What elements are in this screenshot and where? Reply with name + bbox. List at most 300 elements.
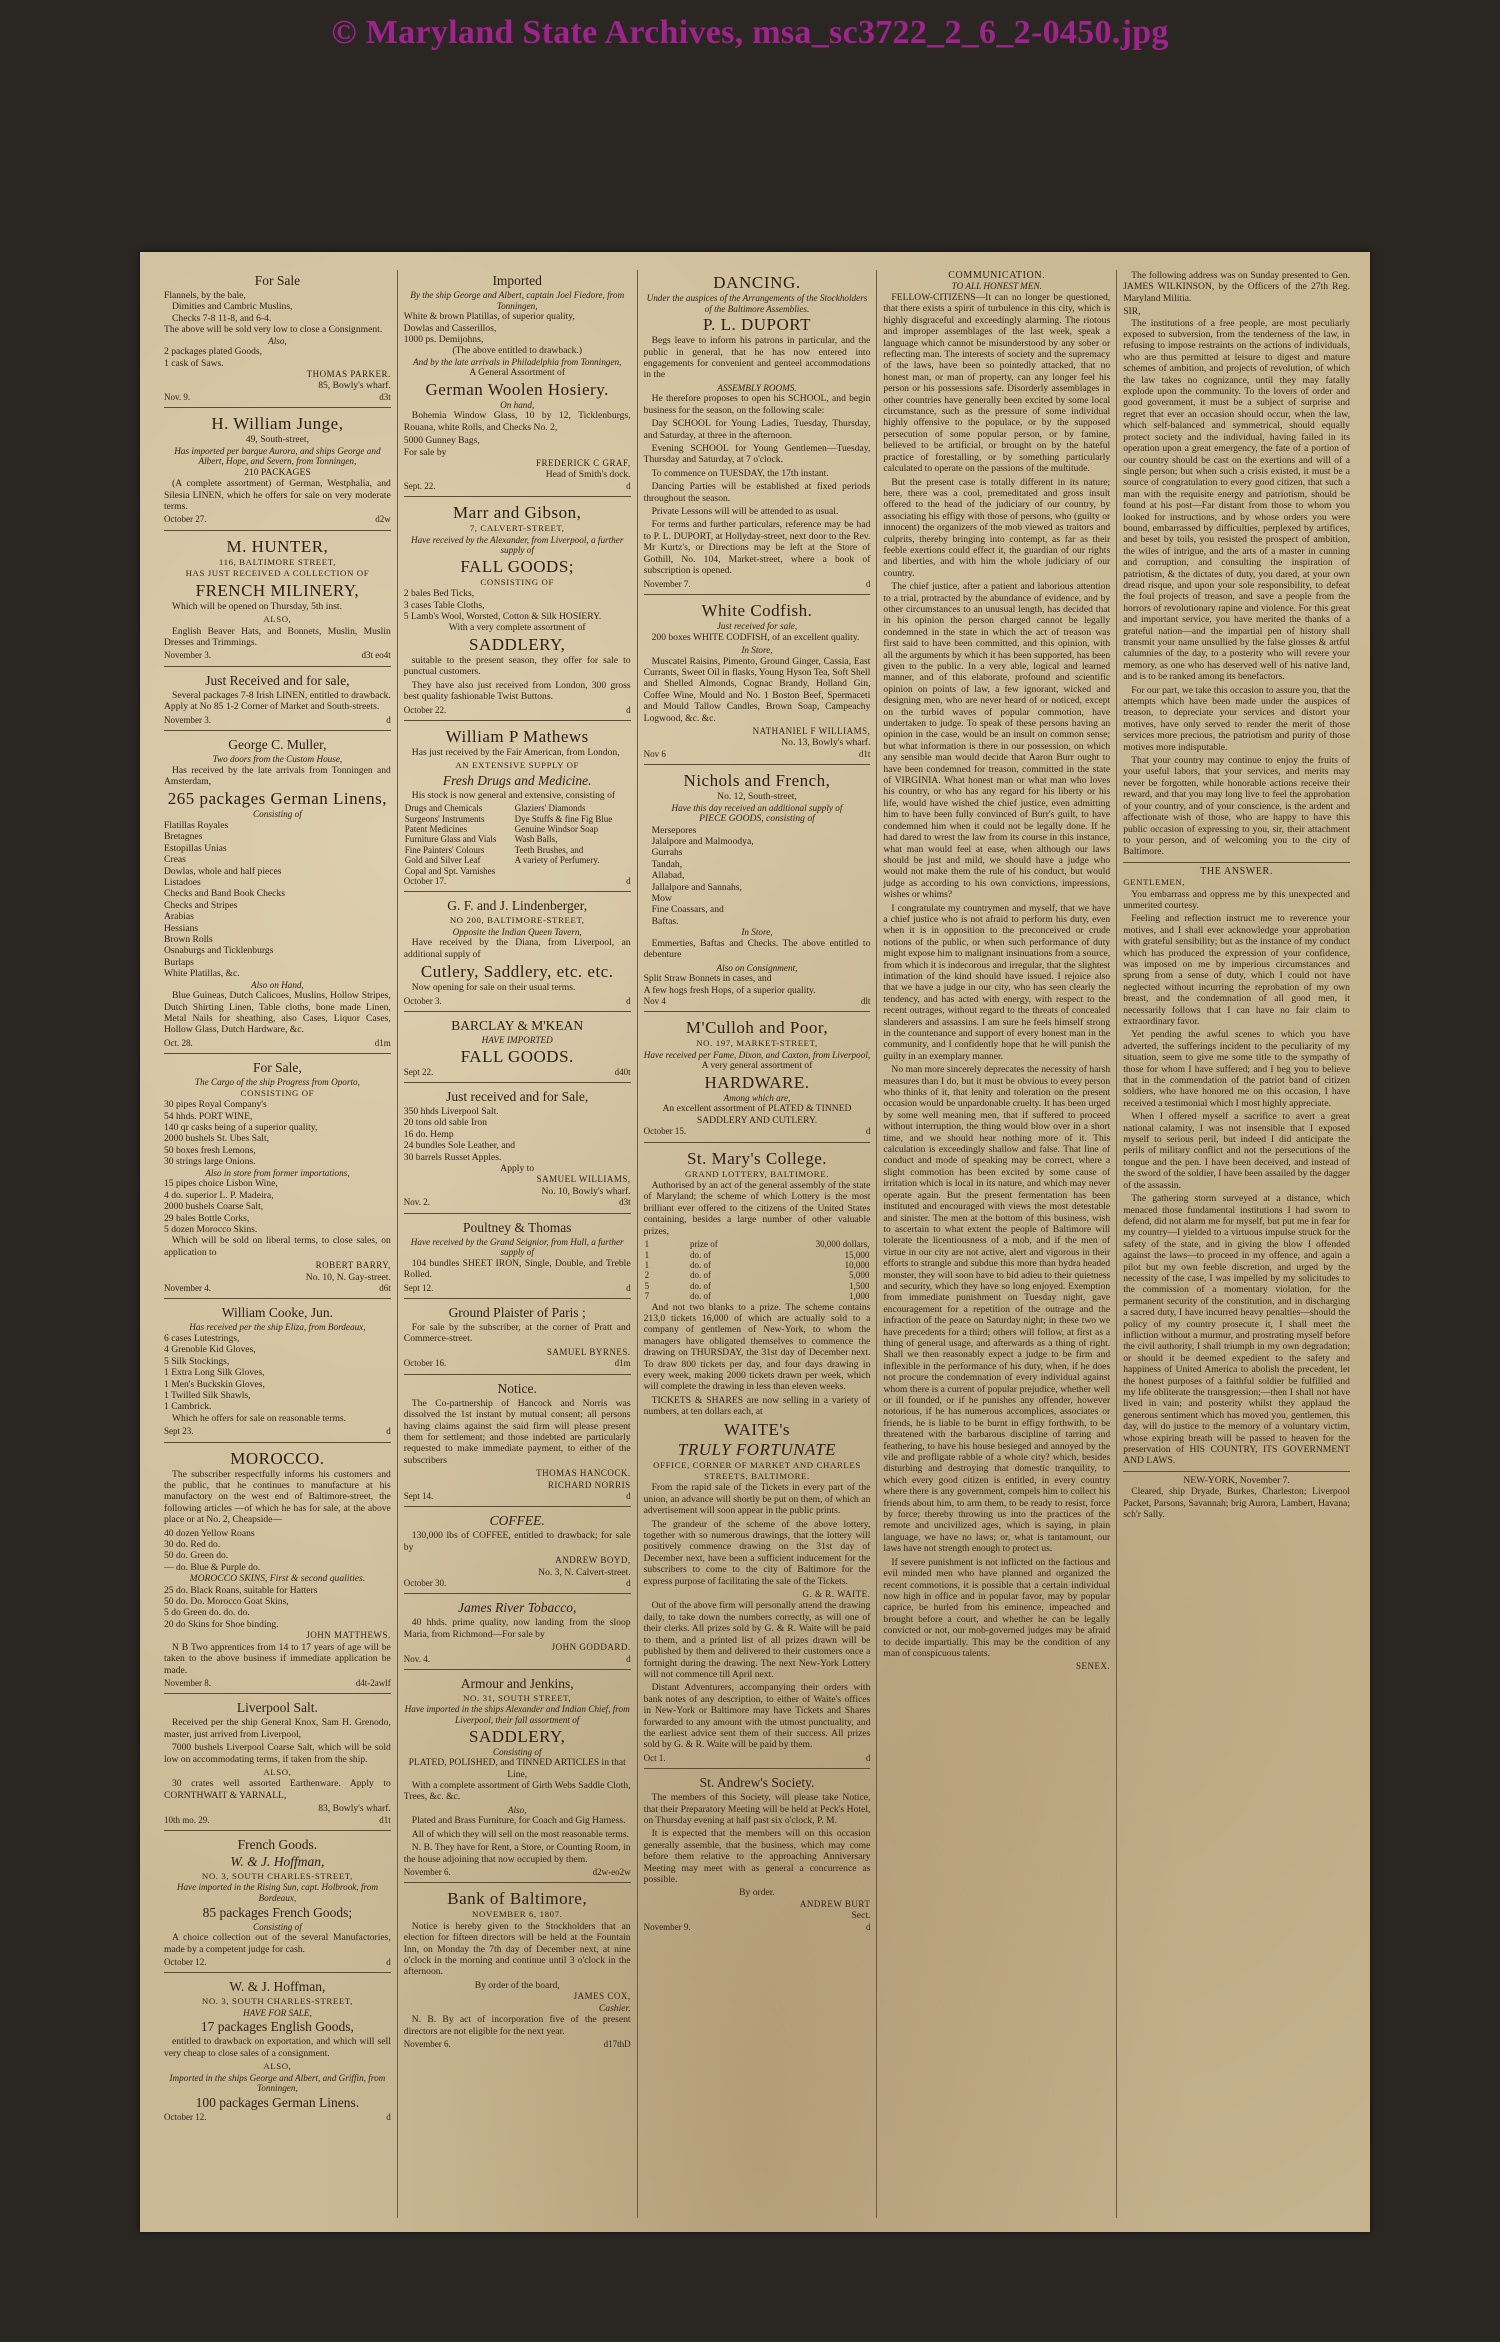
ad-body: For terms and further particulars, reference may be had to P. L. DUPORT, at Hollyday-street, next door to the Rev. Mr Kurtz's, or Directions may be left at the Store of Gothill, No. 104, Market-street, where a book of subscription is opened. xyxy=(643,519,871,577)
article-paragraph: Yet pending the awful scenes to which you have adverted, the sufferings incident to the peculiarity of my situation, seem to give me some title to the sympathy of those for whom I have suffered; and I beg you to believe that in the commendation of the patriot band of citizen soldiers, who have honored me on this occasion, I have received a testimonial which I most highly appreciate. xyxy=(1123,1029,1350,1109)
column-2 xyxy=(398,270,638,2218)
ad-subtitle: Two doors from the Custom House, xyxy=(212,753,343,764)
drug-item: Copal and Spt. Varnishes xyxy=(404,865,496,876)
ad-item: 2 packages plated Goods, xyxy=(164,346,263,358)
ad-title: French Goods. xyxy=(237,1836,318,1852)
ad-item: Burlaps xyxy=(164,956,194,968)
ad-subtitle: Have imported in the Rising Sun, capt. Holbrook, from Bordeaux, xyxy=(176,1882,378,1903)
ad-body: English Beaver Hats, and Bonnets, Muslin, Muslin Dresses and Trimmings. xyxy=(164,625,391,648)
ad-body: Bohemia Window Glass, 10 by 12, Ticklenburgs, Rouana, white Rolls, and Checks No. 2, xyxy=(403,410,631,433)
prize-row xyxy=(644,1281,871,1291)
drug-item: Genuine Windsor Soap xyxy=(514,823,599,834)
ad-title: Imported xyxy=(492,273,542,288)
ad-footer xyxy=(164,715,391,726)
ad-body: Which will be opened on Thursday, 5th inst. xyxy=(172,600,342,612)
ad-body: 7000 bushels Liverpool Coarse Salt, which will be sold low on accommodating terms, if taken from the ship. xyxy=(164,1742,391,1765)
ad-address: NO. 3, SOUTH CHARLES-STREET, xyxy=(201,1996,353,2007)
column-3 xyxy=(638,270,878,2218)
ad-item: 30 strings large Onions. xyxy=(164,1156,256,1168)
ad-item: Gurrahs xyxy=(651,847,683,859)
ad-st-andrews-society xyxy=(644,1772,871,1937)
ad-body: 30 crates well assorted Earthenware. Apply to CORNTHWAIT & YARNALL, xyxy=(164,1778,391,1801)
ad-tobacco xyxy=(404,1597,631,1670)
ad-subtitle: Imported in the ships George and Albert, and Griffin, from Tonningen, xyxy=(169,2072,386,2094)
ad-footer xyxy=(404,481,631,492)
ad-code: d xyxy=(626,1282,631,1293)
ad-code: d xyxy=(865,1921,871,1932)
ad-item: Mow xyxy=(651,893,672,904)
ad-address: No. 12, South-street, xyxy=(717,791,797,803)
ad-date: Nov 6 xyxy=(643,748,666,759)
ad-item: Dowlas and Casserillos, xyxy=(403,322,497,334)
ad-date: Oct. 28. xyxy=(164,1037,193,1048)
drug-item: Surgeons' Instruments xyxy=(404,813,485,824)
ad-body: Has received by the late arrivals from Tonningen and Amsterdam, xyxy=(164,764,391,787)
ad-address: NO 200, BALTIMORE-STREET, xyxy=(449,915,585,926)
shipping-news xyxy=(1123,1471,1350,1521)
article-paragraph: For our part, we take this occasion to assure you, that the attempts which have been made under the auspices of treason, to depreciate your services and distort your motives, have only served to render the merit of those services more precious, the patriotism and purity of those motives more indisputable. xyxy=(1123,684,1350,753)
ad-code: d40t xyxy=(614,1066,631,1077)
ad-headline: WAITE's xyxy=(723,1419,791,1439)
ad-date: Sept. 22. xyxy=(403,480,436,491)
ad-item: 1 Cambrick. xyxy=(164,1401,212,1413)
ad-signer: FREDERICK C GRAF, xyxy=(536,458,631,469)
ad-st-marys-lottery xyxy=(644,1146,871,1770)
article-paragraph: Feeling and reflection instruct me to reverence your motives, and I shall ever acknowledge your approbation with grateful sensibility; but as the instance of my conduct which has produced the expression of your confidence, was imposed on me by imperious circumstances and sprung from a sense of duty, which I could not have neglected without incurring the reprobation of my own breast, and the condemnation of all good men, it necessarily follows that I can have no fair claim to extraordinary favor. xyxy=(1123,913,1350,1027)
article-paragraph: When I offered myself a sacrifice to avert a great national calamity, I was not insensible that I exposed myself to serious peril, but indeed I did anticipate the perils of military conflict and not the persecutions of the tongue and the pen. I have been deceived, and instead of the sword of the soldier, I have been assailed by the dagger of the assassin. xyxy=(1123,1111,1350,1191)
ad-address: Cashier. xyxy=(598,2002,631,2014)
ad-body: N B Two apprentices from 14 to 17 years of age will be taken to the above business if immediate application be made. xyxy=(164,1641,391,1676)
ad-item: 16 do. Hemp xyxy=(403,1128,454,1140)
ad-item: 4 Grenoble Kid Gloves, xyxy=(164,1344,256,1356)
ad-body: His stock is now general and extensive, consisting of xyxy=(411,789,616,801)
article-subtitle: TO ALL HONEST MEN. xyxy=(951,281,1042,292)
ad-footer xyxy=(404,1578,631,1589)
ad-item: (The above entitled to drawback.) xyxy=(452,345,583,357)
ad-body: To commence on TUESDAY, the 17th instant. xyxy=(651,467,829,479)
ad-subtitle: Have received by the Alexander, from Liverpool, a further supply of xyxy=(410,534,624,556)
ad-dancing xyxy=(644,270,871,595)
ad-code: d3t eo4t xyxy=(361,650,391,661)
prize-table xyxy=(644,1239,871,1301)
ad-code: d xyxy=(386,714,391,725)
prize-amount: 10,000 xyxy=(844,1259,870,1270)
prize-label: prize of xyxy=(689,1239,718,1250)
ad-item: 30 pipes Royal Company's xyxy=(164,1099,267,1111)
ad-item: 4 do. superior L. P. Madeira, xyxy=(164,1189,274,1201)
ad-body: N. B. They have for Rent, a Store, or Counting Room, in the house adjoining that now occupied by them. xyxy=(403,1842,631,1865)
ad-title: James River Tobacco, xyxy=(458,1600,577,1616)
ad-date: November 6. xyxy=(403,2038,451,2049)
ad-date: October 15. xyxy=(643,1126,687,1137)
ad-item: 1 Twilled Silk Shawls, xyxy=(164,1389,251,1401)
ad-headline: FALL GOODS. xyxy=(460,1046,574,1066)
ad-also: Also on Hand, xyxy=(250,979,304,990)
ad-subtitle: Under the auspices of the Arrangements of the Stockholders of the Baltimore Assemblies. xyxy=(646,293,868,314)
ad-headline: TRULY FORTUNATE xyxy=(677,1439,837,1459)
ad-code: d xyxy=(865,1126,871,1137)
ad-date: Nov. 4. xyxy=(403,1653,430,1664)
ad-date: Oct 1. xyxy=(643,1752,666,1763)
ad-body: An excellent assortment of PLATED & TINNED SADDLERY AND CUTLERY. xyxy=(662,1103,852,1126)
ad-date: Nov. 9. xyxy=(164,391,191,402)
ad-footer xyxy=(404,1197,631,1208)
ad-headline: P. L. DUPORT xyxy=(703,315,811,335)
ad-body: For sale by the subscriber, at the corner of Pratt and Commerce-street. xyxy=(403,1322,631,1345)
ad-signer: JOHN GODDARD. xyxy=(551,1642,631,1653)
ad-date: Nov. 2. xyxy=(403,1197,430,1208)
article-paragraph: The gathering storm surveyed at a distance, which menaced those fundamental institutions I had sworn to defend, did not alarm me for myself, but put me in fear for my country—I yielded to a virtuous impulse struck for the safety of the state, and in giving the blow I offended against the laws—to proceed in my offence, and again a pilot but my own feeble discretion, and urged by the necessity of the case, I was impelled by my solicitudes to the commission of a momentary violation, for the permanent security of the constitution, and in discharging a sacred duty, I have incurred heavy penalties—should the policy of my country prosecute it, I shall meet the infliction without a murmur, and prostrating myself before the civil authority, I shall triumph in my own degradation; or should it be deemed expedient to the safety and happiness of United America to abolish the precedent, let the honest purposes of a faithful soldier be fulfilled and my life obliterate the transgression;—then I shall not have lived in vain; and posterity whilst they applaud the generous sentiment which has moved you, gentlemen, this day, will do justice to the memory of a voluntary victim, whose expiring breath will be passed to heaven for the preservation of HIS COUNTRY, ITS GOVERNMENT AND LAWS. xyxy=(1123,1193,1350,1467)
prize-label: do. of xyxy=(689,1291,711,1302)
ad-item: 3 cases Table Cloths, xyxy=(403,599,485,611)
ad-date: October 3. xyxy=(403,995,442,1006)
ad-body: And not two blanks to a prize. The scheme contains 213,0 tickets 16,000 of which are actually sold to a company of gentlemen of New-York, to whom the managers have obligated themselves to commence the drawing on THURSDAY, the 31st day of December next. To draw 800 tickets per day, and four days drawing in every week, making 2000 tickets drawn per week, which will complete the drawing in less than eleven weeks. xyxy=(643,1301,871,1393)
ad-just-received-williams xyxy=(404,1086,631,1214)
ad-date: Sept 22. xyxy=(403,1066,434,1077)
ad-code: d xyxy=(865,578,871,589)
ad-notice-hancock xyxy=(404,1378,631,1508)
newspaper-page xyxy=(140,252,1370,2232)
ad-body: He therefore proposes to open his SCHOOL, and begin business for the season, on the following scale: xyxy=(643,393,871,416)
ad-code: d xyxy=(626,995,631,1006)
ad-title: Armour and Jenkins, xyxy=(460,1676,574,1691)
ad-headline: FALL GOODS; xyxy=(460,556,575,576)
ad-body: A very general assortment of xyxy=(701,1060,813,1072)
ad-date: October 12. xyxy=(164,1956,207,1967)
drug-item: Furniture Glass and Vials xyxy=(404,834,497,845)
ad-item: — do. Blue & Purple do. xyxy=(164,1561,261,1573)
ad-also: ALSO, xyxy=(263,2061,292,2072)
ad-body: A few hogs fresh Hops, of a superior quality. xyxy=(643,984,816,996)
ad-signer: NATHANIEL F WILLIAMS, xyxy=(752,725,871,736)
ad-hoffman-french xyxy=(164,1834,391,1973)
ad-footer xyxy=(644,1753,871,1764)
ad-subtitle: HAS JUST RECEIVED A COLLECTION OF xyxy=(185,568,370,579)
ad-body: The grandeur of the scheme of the above lottery, together with so numerous drawings, that the lottery will positively commence drawing on the 31st day of December next, have been a sufficient inducement for the subscribers to come to the city of Baltimore for the express purpose of facilitating the sale of the Tickets. xyxy=(643,1518,871,1587)
ad-item: 2000 bushels Coarse Salt, xyxy=(164,1201,264,1213)
ad-count: 210 PACKAGES xyxy=(244,466,311,478)
drug-item: Teeth Brushes, and xyxy=(514,844,584,855)
ad-cooke xyxy=(164,1302,391,1442)
ad-imported-graf xyxy=(404,270,631,497)
ad-headline: 17 packages English Goods, xyxy=(200,2019,354,2035)
ad-code: d6t xyxy=(379,1282,391,1293)
ad-body: The subscriber respectfully informs his customers and the public, that he continues to manufacture at his manufactory on the west end of Baltimore-street, the following articles —of which he has for sale, at the above place or at No. 2, Cheapside— xyxy=(164,1468,391,1526)
ad-for-sale-parker xyxy=(164,270,391,408)
ad-title: Ground Plaister of Paris ; xyxy=(448,1305,586,1321)
ad-address: NO. 31, SOUTH STREET, xyxy=(463,1693,572,1703)
ad-item: Tandah, xyxy=(651,858,683,870)
ad-consisting: CONSISTING OF xyxy=(480,576,554,587)
ad-footer xyxy=(404,1283,631,1294)
ad-body: Out of the above firm will personally attend the drawing daily, to take down the numbers correctly, as will one of their clerks. All prizes sold by G. & R. Waite will be paid to them, and a printed list of all prizes drawn will be published by them and delivered to their customers once a fortnight during the drawing. The next New-York Lottery will not commence till April next. xyxy=(643,1600,871,1680)
ad-item: White & brown Platillas, of superior quality, xyxy=(403,311,575,323)
ad-title: George C. Muller, xyxy=(228,736,327,752)
ad-just-received xyxy=(164,670,391,731)
ad-item: White Platillas, &c. xyxy=(164,968,240,980)
prize-label: do. of xyxy=(689,1280,711,1291)
ad-morocco xyxy=(164,1446,391,1695)
ad-signer: ANDREW BOYD, xyxy=(555,1555,631,1566)
ad-armour-jenkins xyxy=(404,1673,631,1883)
ad-title: G. F. and J. Lindenberger, xyxy=(447,898,588,914)
ad-also: ALSO, xyxy=(263,1766,292,1777)
ad-code: d4t-2awlf xyxy=(355,1677,391,1688)
ad-consisting: Consisting of xyxy=(492,1746,542,1757)
ad-line: Flannels, by the bale, xyxy=(164,290,246,301)
ad-date: Sept 12. xyxy=(403,1282,434,1293)
ad-consisting: CONSISTING OF xyxy=(240,1087,315,1098)
ad-lindenberger xyxy=(404,895,631,1012)
ad-headline: SADDLERY, xyxy=(469,634,566,654)
ad-headline: Fresh Drugs and Medicine. xyxy=(442,772,592,788)
ad-body: Emmerties, Baftas and Checks. The above entitled to debenture xyxy=(643,937,871,961)
ad-title: St. Andrew's Society. xyxy=(699,1775,815,1791)
ad-body: From the rapid sale of the Tickets in every part of the union, an advance will shortly be put on them, of which an advertisement will soon appear in the public prints. xyxy=(643,1482,871,1517)
ad-poultney xyxy=(404,1217,631,1299)
ad-body: (A complete assortment) of German, Westphalia, and Silesia LINEN, which he offers for sale on very moderate terms. xyxy=(164,478,391,513)
ad-date: November 3. xyxy=(164,650,211,661)
ad-also: ALSO, xyxy=(263,614,292,625)
ad-footer xyxy=(164,514,391,525)
ad-date: Nov 4 xyxy=(643,996,666,1007)
ad-title: Bank of Baltimore, xyxy=(447,1889,588,1909)
ad-footer xyxy=(404,876,631,887)
ad-date: November 9. xyxy=(643,1921,691,1932)
ad-body: 130,000 lbs of COFFEE, entitled to drawback; for sale by xyxy=(403,1530,631,1553)
article-intro: The following address was on Sunday presented to Gen. JAMES WILKINSON, by the Officers of the 27th Reg. Maryland Militia. xyxy=(1123,270,1350,304)
ad-item: 140 qr casks being of a superior quality, xyxy=(164,1122,318,1134)
ad-address: No. 10, Bowly's wharf. xyxy=(541,1185,631,1197)
ad-item: 30 barrels Russet Apples. xyxy=(403,1151,502,1163)
ad-headline: PIECE GOODS, consisting of xyxy=(699,813,815,825)
ad-item: 1000 ps. Demijohns, xyxy=(403,334,484,345)
ad-signer: RICHARD NORRIS xyxy=(547,1479,631,1490)
ad-item: Dowlas, whole and half pieces xyxy=(164,865,282,877)
article-paragraph: The chief justice, after a patient and laborious attention to a trial, protracted by the abundance of evidence, and by other circumstances to an unusual length, has decided that in his opinion the person charged cannot be legally condemned in the state in which the act of treason was first said to have been committed, and this opinion, with all the arguments by which it has been supported, has been given to the public. In a very able, logical and learned manner, and of this elaborate, profound and scientific opinion on points of law, a few ignorant, wicked and designing men, who are never heard of or noticed, except on the turbid waves of popular commotion, have undertaken to judge. To speak of these persons having an opinion in the case, would be an insult on common sense; but what information is there in our possession, on which any sensible man would decide that Aaron Burr ought to have been condemned for treason, committed in the state of VIRGINIA. What honest man or what man who loves his country, or who has any regard for his liberty or his life, would have wished the chief justice, even admitting him to have been fully convinced of Burr's guilt, to have condemned him when it could not be legally done. If he had dared to wrest the law from its course in this instance, what man would feel at ease, when although our laws should be just and mild, we should have a judge who would not make them the rule of his conduct, but would judge as according to his own convictions, impressions, wishes or whims? xyxy=(883,581,1111,901)
ad-footer xyxy=(644,579,871,590)
ad-body: Apply to xyxy=(500,1163,535,1175)
ad-subtitle: NOVEMBER 6, 1807. xyxy=(472,1909,563,1920)
ad-hunter xyxy=(164,534,391,667)
ad-item: Fine Coassars, and xyxy=(651,904,724,916)
prize-amount: 1,500 xyxy=(849,1280,870,1291)
ad-body: With a very complete assortment of xyxy=(448,622,586,634)
ad-footer xyxy=(404,1654,631,1665)
ad-body: Notice is hereby given to the Stockholders that an election for fifteen directors will be held at the Fountain Inn, on Monday the 7th day of December next, at nine o'clock in the morning and continue until 3 o'clock in the afternoon. xyxy=(403,1920,631,1978)
ad-title: For Sale, xyxy=(253,1060,302,1076)
ad-subtitle: By the ship George and Albert, captain Joel Fiedore, from Tonningen, xyxy=(410,290,625,311)
ad-footer xyxy=(164,1678,391,1689)
ad-body: Received per the ship General Knox, Sam H. Grenodo, master, just arrived from Liverpool, xyxy=(164,1717,391,1740)
ad-code: d3t xyxy=(379,391,391,402)
ad-subtitle: And by the late arrivals in Philadelphia from Tonningen, xyxy=(413,356,622,367)
ad-headline: 85 packages French Goods; xyxy=(202,1904,353,1920)
ad-also: Also, xyxy=(507,1804,527,1815)
article-signer: SENEX. xyxy=(1075,1661,1111,1672)
ad-body: A choice collection out of the several Manufactories, made by a competent judge for cash. xyxy=(164,1932,391,1955)
ad-headline: German Woolen Hosiery. xyxy=(425,379,609,399)
prize-count: 1 xyxy=(644,1249,650,1260)
prize-amount: 5,000 xyxy=(849,1270,870,1281)
prize-row xyxy=(644,1239,871,1249)
ad-address: No. 13, Bowly's wharf. xyxy=(781,737,871,749)
prize-label: do. of xyxy=(689,1249,711,1260)
ad-address: 83, Bowly's wharf. xyxy=(318,1803,391,1815)
prize-count: 2 xyxy=(644,1270,650,1281)
ad-item: Bretagnes xyxy=(164,831,203,843)
ad-subtitle: Just received for sale, xyxy=(716,620,798,631)
ad-item: 1 Extra Long Silk Gloves, xyxy=(164,1367,265,1379)
ad-subtitle: Have imported in the ships Alexander and Indian Chief, from Liverpool, their fall assortment of xyxy=(404,1704,630,1725)
ad-item: Osnaburgs and Ticklenburgs xyxy=(164,945,274,957)
article-paragraph: I congratulate my countrymen and myself, that we have a chief justice who is not afraid to perform his duty, even when it is in opposition to the preconceived or crude notions of the public, or when such performance of duty might expose him to malignant insinuations from a source, from which it is indecorous and irregular, that the slightest intimation of the kind should have issued. I rejoice also that we have a judge in our city, who has seen clearly the tendency, and has acted with energy, with respect to the recent outrages, without regard to the threats of concealed slanderers and assassins. I am sure he feels himself strong in the countenance and support of every honest man in the community, and I confidently hope that he will punish the guilty in an exemplary manner. xyxy=(883,902,1111,1062)
columns xyxy=(158,270,1356,2218)
drug-item: Drugs and Chemicals xyxy=(404,803,483,814)
column-1 xyxy=(158,270,398,2218)
ad-bank-baltimore xyxy=(404,1886,631,2054)
ad-body: A General Assortment of xyxy=(469,367,566,379)
ad-footer xyxy=(404,2039,631,2050)
ad-footer xyxy=(164,1426,391,1437)
ad-signer: JAMES COX, xyxy=(573,1991,631,2002)
ad-title: COFFEE. xyxy=(489,1513,545,1529)
ad-signer: THOMAS HANCOCK. xyxy=(536,1468,631,1479)
ad-item: 50 do. Green do. xyxy=(164,1550,229,1562)
ad-instore: In Store, xyxy=(741,927,773,938)
ad-body: The members of this Society, will please take Notice, that their Preparatory Meeting will be held at Peck's Hotel, on Thursday evening at half past six o'clock, P. M. xyxy=(643,1792,871,1826)
ad-subtitle: Opposite the Indian Queen Tavern, xyxy=(452,926,582,937)
shipping-title: NEW-YORK, November 7. xyxy=(1183,1474,1290,1486)
ad-item: Hessians xyxy=(164,922,199,934)
drug-list-table xyxy=(404,803,631,876)
ad-body: Has just received by the Fair American, from London, xyxy=(411,746,620,758)
ad-code: d xyxy=(626,1577,631,1588)
ad-date: October 16. xyxy=(403,1358,447,1369)
ad-address: 49, South-street, xyxy=(245,434,309,446)
article-salutation: GENTLEMEN, xyxy=(1123,877,1186,888)
ad-body: For sale by xyxy=(403,446,447,458)
prize-count: 1 xyxy=(644,1259,650,1270)
ad-plaister xyxy=(404,1302,631,1375)
ad-also: Also, xyxy=(268,335,287,346)
ad-date: October 22. xyxy=(403,704,447,715)
ad-item: 350 hhds Liverpool Salt. xyxy=(403,1106,499,1117)
ad-title: Marr and Gibson, xyxy=(452,503,582,523)
ad-barclay xyxy=(404,1015,631,1083)
shipping-body: Cleared, ship Dryade, Burkes, Charleston; Liverpool Packet, Parsons, Savannah; brig Aurora, Lambert, Havana; sch'r Sally. xyxy=(1123,1486,1350,1521)
ad-subtitle: Among which are, xyxy=(723,1092,791,1103)
ad-hoffman-english xyxy=(164,1976,391,2127)
drug-item: Dye Stuffs & fine Fig Blue xyxy=(514,813,613,824)
ad-item: 1 Men's Buckskin Gloves, xyxy=(164,1378,265,1390)
ad-white-codfish xyxy=(644,598,871,765)
prize-row xyxy=(644,1250,871,1260)
ad-item: 30 do. Red do. xyxy=(164,1539,221,1551)
ad-mathews xyxy=(404,724,631,892)
ad-item: Baftas. xyxy=(651,915,679,927)
ad-code: d xyxy=(626,1653,631,1664)
ad-address: NO. 197, MARKET-STREET, xyxy=(696,1038,818,1049)
ad-subtitle: ASSEMBLY ROOMS. xyxy=(717,382,797,393)
prize-count: 5 xyxy=(644,1280,650,1291)
ad-consisting: Consisting of xyxy=(253,809,302,820)
ad-date: Sept 23. xyxy=(164,1426,194,1437)
prize-label: do. of xyxy=(689,1270,711,1281)
ad-item: 5 Lamb's Wool, Worsted, Cotton & Silk HOSIERY. xyxy=(403,611,602,623)
ad-body: 200 boxes WHITE CODFISH, of an excellent quality. xyxy=(651,631,860,643)
ad-item: 6 cases Lutestrings, xyxy=(164,1332,240,1344)
ad-item: Brown Rolls xyxy=(164,934,213,945)
ad-subtitle: AN EXTENSIVE SUPPLY OF xyxy=(455,760,580,771)
article-salutation: SIR, xyxy=(1123,306,1141,318)
ad-title: White Codfish. xyxy=(701,600,813,620)
ad-body: 104 bundles SHEET IRON, Single, Double, and Treble Rolled. xyxy=(403,1257,631,1281)
ad-onhand: On hand, xyxy=(500,399,535,410)
ad-consisting: Consisting of xyxy=(253,1921,302,1932)
ad-title: BARCLAY & M'KEAN xyxy=(451,1018,584,1033)
ad-footer xyxy=(644,749,871,760)
ad-title: Liverpool Salt. xyxy=(236,1700,318,1716)
ad-title: H. William Junge, xyxy=(211,414,344,434)
ad-body: Muscatel Raisins, Pimento, Ground Ginger, Cassia, East Currants, Sweet Oil in flasks, Young Hyson Tea, Soft Shell and Shelled Almonds, Cognac Brandy, Holland Gin, Coffee Wine, Mould and No. 1 Boston Beef, Spermaceti and Mould Tallow Candles, Brown Soap, Campeachy Logwood, &c. &c. xyxy=(643,655,871,724)
ad-body: Dancing Parties will be established at fixed periods throughout the season. xyxy=(643,481,871,504)
ad-body: 5000 Gunney Bags, xyxy=(403,435,480,447)
ad-name: W. & J. Hoffman, xyxy=(230,1853,325,1869)
ad-body: Which will be sold on liberal terms, to close sales, on application to xyxy=(164,1235,391,1258)
ad-date: November 6. xyxy=(403,1867,451,1878)
ad-footer xyxy=(404,1358,631,1369)
ad-signer: ANDREW BURT xyxy=(799,1898,871,1909)
ad-body: N. B. By act of incorporation five of the present directors are not eligible for the next year. xyxy=(403,2014,631,2037)
ad-signer: ROBERT BARRY, xyxy=(315,1260,391,1271)
ad-footer xyxy=(644,996,871,1007)
ad-item: 5 do Green do. do. do. xyxy=(164,1607,250,1619)
ad-marr-gibson xyxy=(404,500,631,721)
ad-subtitle: The Cargo of the ship Progress from Oporto, xyxy=(194,1077,360,1088)
ad-title: Just received and for Sale, xyxy=(446,1089,589,1104)
prize-count: 7 xyxy=(644,1291,650,1302)
ad-code: d1t xyxy=(379,1814,391,1825)
ad-also: Also in store from former importations, xyxy=(205,1167,350,1178)
drug-item: Fine Painters' Colours xyxy=(404,844,485,855)
ad-date: October 27. xyxy=(164,514,207,525)
prize-count: 1 xyxy=(644,1239,650,1250)
ad-address: Head of Smith's dock. xyxy=(545,469,631,481)
ad-nichols-french xyxy=(644,768,871,1012)
ad-item: Jalalpore and Malmoodya, xyxy=(651,835,754,847)
ad-item: Checks and Band Book Checks xyxy=(164,888,285,900)
ad-subtitle: Have this day received an additional supply of xyxy=(671,802,843,813)
ad-item: 50 do. Do. Morocco Goat Skins, xyxy=(164,1596,289,1608)
ad-code: d xyxy=(386,1956,391,1967)
ad-item: 1 cask of Saws. xyxy=(164,357,224,369)
ad-subtitle: OFFICE, CORNER OF MARKET AND CHARLES STREETS, BALTIMORE. xyxy=(653,1459,861,1481)
ad-code: d xyxy=(626,704,631,715)
ad-subtitle: Have received per Fame, Dixon, and Caxton, from Liverpool, xyxy=(643,1049,871,1060)
ad-date: November 7. xyxy=(643,578,691,589)
ad-body: Several packages 7-8 Irish LINEN, entitled to drawback. Apply at No 85 1-2 Corner of Market and South-streets. xyxy=(164,689,391,713)
ad-title: For Sale xyxy=(254,273,301,288)
ad-mcculloh-poor xyxy=(644,1015,871,1142)
ad-code: dlt xyxy=(860,996,871,1007)
ad-code: d2w xyxy=(375,514,391,525)
ad-item: 5 Silk Stockings, xyxy=(164,1355,230,1367)
ad-title: Nichols and French, xyxy=(683,771,831,791)
ad-body: Plated and Brass Furniture, for Coach and Gig Harness. xyxy=(411,1815,626,1827)
ad-code: d1t xyxy=(858,748,871,759)
ad-address: 116, BALTIMORE STREET, xyxy=(218,556,336,567)
